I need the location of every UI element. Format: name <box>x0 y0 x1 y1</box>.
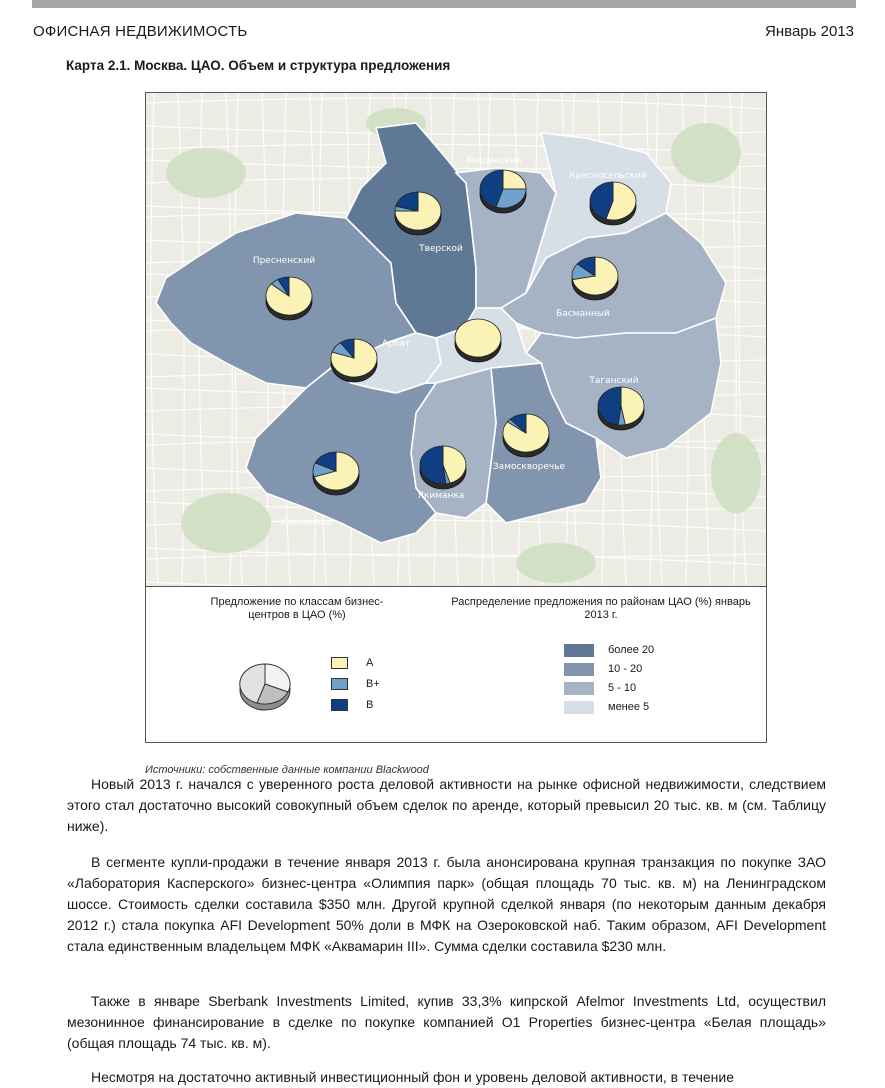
legend-class-bplus-label: B+ <box>366 678 380 690</box>
map-figure <box>145 92 767 743</box>
district-label-arbat: Арбат <box>381 339 411 349</box>
legend-share-5-10-swatch <box>564 682 594 695</box>
report-section-title: ОФИСНАЯ НЕДВИЖИМОСТЬ <box>33 23 248 40</box>
district-label-khamovniki: Хамовники <box>279 518 333 528</box>
district-map-canvas <box>146 93 766 586</box>
legend-class-a-label: A <box>366 657 374 669</box>
legend-share-5-10-label: 5 - 10 <box>608 682 637 694</box>
paragraph-4: Несмотря на достаточно активный инвестиционный фон и уровень деловой активности, в течение <box>91 1069 734 1085</box>
legend-class-b-swatch <box>331 699 348 711</box>
pie-center-slice-a <box>455 319 501 357</box>
pie-meshchansky <box>480 170 526 213</box>
pie-arbat <box>331 339 377 382</box>
legend-sample-pie <box>239 660 295 721</box>
legend-share-10-20-swatch <box>564 663 594 676</box>
district-label-tverskoy: Тверской <box>419 244 463 254</box>
report-date: Январь 2013 <box>765 23 854 40</box>
pie-center <box>455 319 501 362</box>
district-label-yakimanka: Якиманка <box>417 491 465 501</box>
district-label-presnensky: Пресненский <box>252 256 316 266</box>
legend-class-bplus-swatch <box>331 678 348 690</box>
legend-share-over-20-swatch <box>564 644 594 657</box>
paragraph-1: Новый 2013 г. начался с уверенного роста деловой активности на рынке офисной недвижимости, следствием этого стал достаточно высокий совокупный объем сделок по аренде, который превысил 20 тыс. кв. м (см. Таблицу ниже). <box>67 776 826 834</box>
district-label-basmanny: Басманный <box>556 309 610 319</box>
district-label-zamoskvorechye: Замоскворечье <box>492 462 566 472</box>
pie-krasnoselsky <box>590 182 636 225</box>
legend-share-under-5-label: менее 5 <box>608 701 650 713</box>
pie-presnensky <box>266 277 312 320</box>
paragraph-2: В сегменте купли-продажи в течение января 2013 г. была анонсирована крупная транзакция по покупке ЗАО «Лаборатория Касперского» бизнес-центра «Олимпия парк» (общая площадь 70 тыс. кв. м) на Ленинградском шоссе. Стоимость сделки составила $350 млн. Другой крупной сделкой января (по некоторым данным декабря 2012 г.) стала покупка AFI Development 50% доли в МФК на Озероковской наб. Таким образом, AFI Development стала единственным владельцем МФК «Аквамарин III». Сумма сделки составила $230 млн. <box>67 854 826 954</box>
pie-yakimanka <box>420 446 466 489</box>
legend-share-over-20-label: более 20 <box>608 644 655 656</box>
map-legend <box>146 586 766 743</box>
header-rule <box>32 0 856 8</box>
pie-tagansky <box>598 387 644 430</box>
legend-share-10-20-label: 10 - 20 <box>608 663 643 675</box>
legend-share-under-5-swatch <box>564 701 594 714</box>
paragraph-3: Также в январе Sberbank Investments Limited, купив 33,3% кипрской Afelmor Investments Ltd, осуществил мезонинное финансирование в сделке по покупке компанией O1 Properties бизнес-центра «Белая площадь» (общая площадь 74 тыс. кв. м). <box>67 993 826 1051</box>
legend-shares-title: Распределение предложения по районам ЦАО (%) январь 2013 г. <box>451 596 751 621</box>
legend-class-a-swatch <box>331 657 348 669</box>
pie-tverskoy <box>395 192 441 235</box>
legend-class-b-label: B <box>366 699 374 711</box>
district-label-tagansky: Таганский <box>589 376 639 386</box>
legend-classes-title: Предложение по классам бизнес-центров в ЦАО (%) <box>210 596 384 621</box>
figure-source: Источники: собственные данные компании Blackwood <box>145 764 429 776</box>
pie-basmanny <box>572 257 618 300</box>
pie-zamoskvorechye <box>503 414 549 457</box>
district-label-krasnoselsky: Красносельский <box>569 171 647 181</box>
map-caption: Карта 2.1. Москва. ЦАО. Объем и структура предложения <box>66 58 451 73</box>
pie-khamovniki <box>313 452 359 495</box>
district-label-meshchansky: Мещанский <box>466 156 522 166</box>
district-map <box>146 93 766 586</box>
